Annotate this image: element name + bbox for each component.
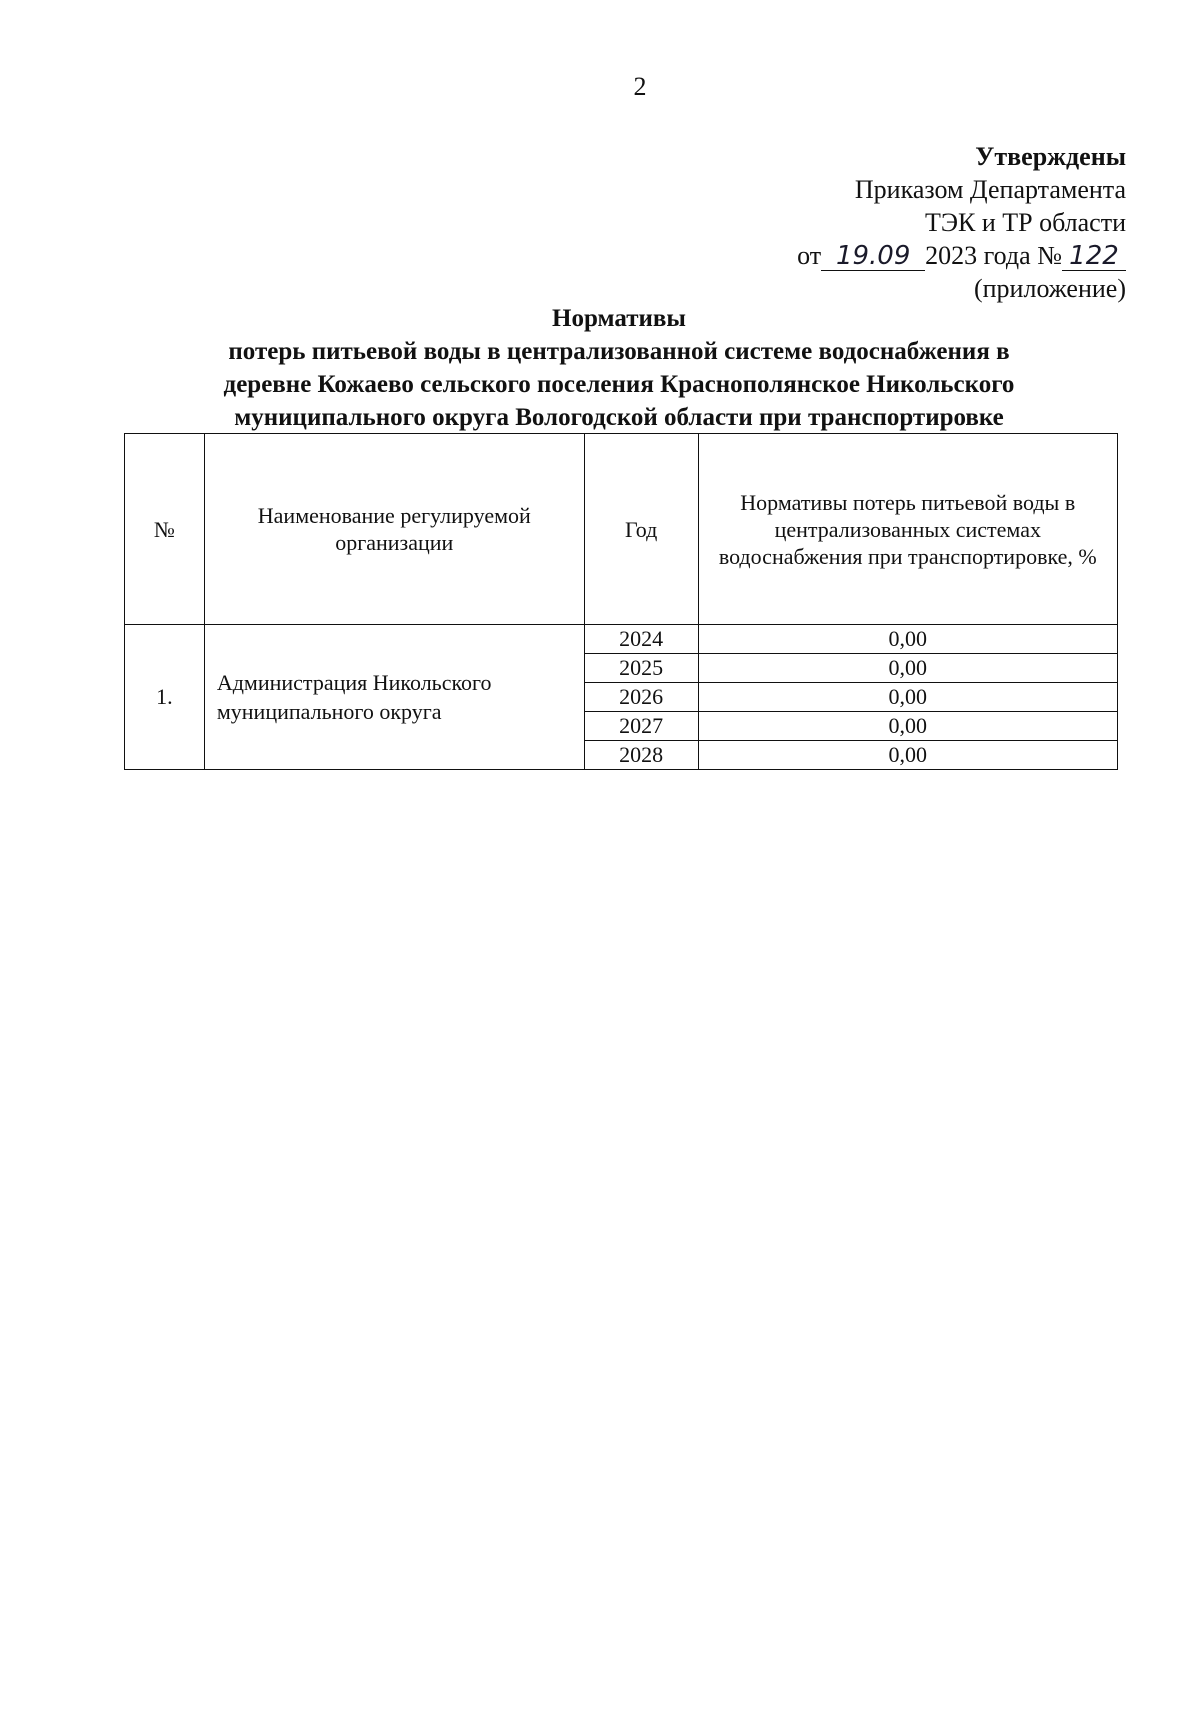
title-line-1: потерь питьевой воды в централизованной системе водоснабжения в bbox=[228, 338, 1010, 365]
row-year: 2024 bbox=[584, 625, 698, 654]
document-title bbox=[124, 302, 1114, 434]
approval-date-line bbox=[797, 239, 1126, 272]
page-number: 2 bbox=[633, 72, 647, 101]
title-line-2: деревне Кожаево сельского поселения Краснополянское Никольского bbox=[223, 371, 1015, 398]
title-heading: Нормативы bbox=[552, 305, 686, 332]
header-norm-text: Нормативы потерь питьевой воды в централизованных системах водоснабжения при транспортировке, % bbox=[718, 489, 1097, 569]
handwritten-order-number: 122 bbox=[1062, 242, 1126, 271]
norms-table bbox=[124, 433, 1118, 770]
row-year: 2028 bbox=[584, 741, 698, 770]
header-norm bbox=[698, 434, 1117, 625]
approval-block bbox=[797, 140, 1126, 305]
handwritten-date: 19.09 bbox=[821, 242, 925, 271]
approval-title: Утверждены bbox=[975, 142, 1126, 171]
row-year: 2027 bbox=[584, 712, 698, 741]
row-organization bbox=[204, 625, 584, 770]
approval-department-line: ТЭК и ТР области bbox=[924, 208, 1126, 237]
row-year: 2025 bbox=[584, 654, 698, 683]
header-organization bbox=[204, 434, 584, 625]
approval-appendix-label: (приложение) bbox=[973, 274, 1126, 303]
header-number: № bbox=[125, 434, 205, 625]
header-year: Год bbox=[584, 434, 698, 625]
row-value: 0,00 bbox=[698, 741, 1117, 770]
table-header-row bbox=[125, 434, 1118, 625]
row-value: 0,00 bbox=[698, 683, 1117, 712]
row-value: 0,00 bbox=[698, 712, 1117, 741]
title-line-3: муниципального округа Вологодской области при транспортировке bbox=[234, 404, 1004, 431]
approval-order-line: Приказом Департамента bbox=[854, 175, 1126, 204]
header-organization-text: Наименование регулируемой организации bbox=[257, 503, 531, 555]
table-row bbox=[125, 625, 1118, 654]
row-value: 0,00 bbox=[698, 625, 1117, 654]
row-value: 0,00 bbox=[698, 654, 1117, 683]
row-number: 1. bbox=[125, 625, 205, 770]
approval-date-prefix: от bbox=[797, 241, 822, 270]
approval-year-text: 2023 года № bbox=[925, 241, 1062, 270]
row-year: 2026 bbox=[584, 683, 698, 712]
row-organization-text: Администрация Никольского муниципального округа bbox=[216, 670, 492, 724]
